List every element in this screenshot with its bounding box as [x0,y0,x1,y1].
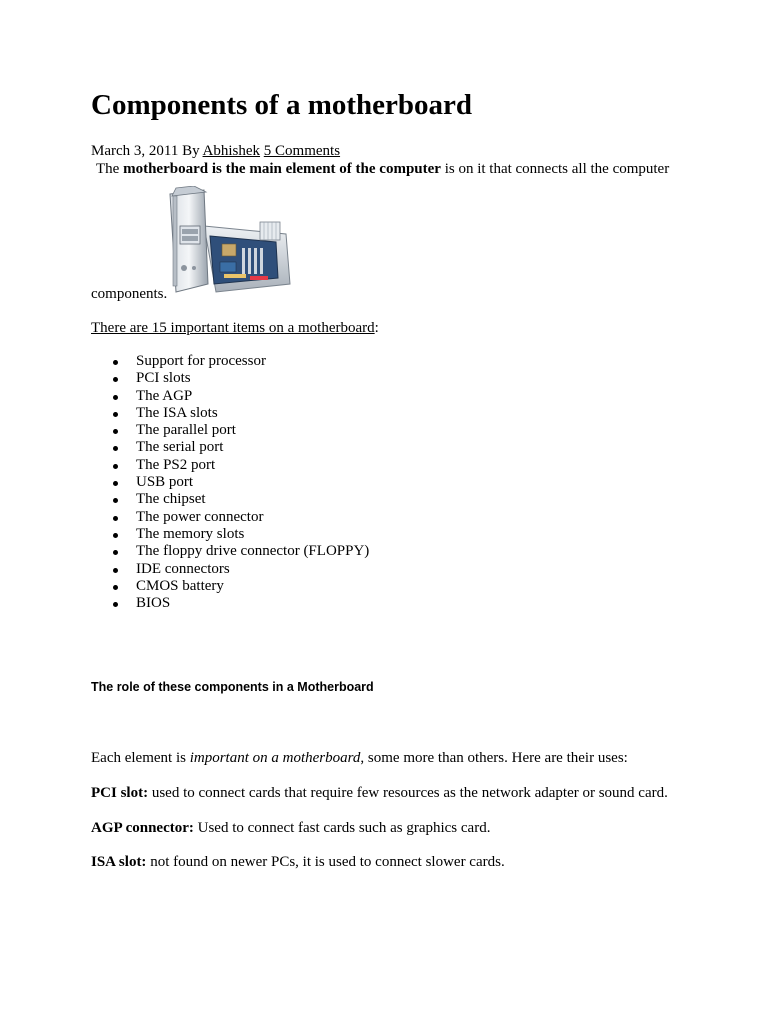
list-item [113,388,369,405]
definition-text: used to connect cards that require few resources as the network adapter or sound card. [148,785,668,801]
list-item-label: USB port [136,474,194,491]
list-item [113,439,369,456]
uses-paragraph [91,749,628,767]
list-item [113,405,369,422]
definition-pci-slot [91,784,668,802]
list-item [113,543,369,560]
intro-continuation: components. [91,286,168,302]
bullet-icon [113,585,118,590]
computer-case-image [164,186,294,298]
list-item-label: Support for processor [136,353,266,369]
bullet-icon [113,377,118,382]
intro-paragraph [96,160,669,178]
list-item [113,561,369,578]
bullet-icon [113,429,118,434]
list-intro [91,319,379,337]
list-item-label: The serial port [136,439,224,456]
author-link[interactable]: Abhishek [202,143,261,159]
list-item-label: IDE connectors [136,560,230,577]
list-item [113,474,369,491]
bullet-icon [113,412,118,417]
post-date: March 3, 2011 [91,143,179,159]
uses-text-end: , some more than others. Here are their uses: [360,750,628,766]
list-item-label: The AGP [136,387,193,404]
list-item [113,491,369,508]
section-heading: The role of these components in a Motherboard [91,680,374,694]
list-item-label: The floppy drive connector (FLOPPY) [136,543,370,560]
list-item [113,509,369,526]
list-item-label: BIOS [136,595,171,612]
intro-bold-text: motherboard is the main element of the computer [123,161,441,177]
bullet-icon [113,533,118,538]
list-intro-underlined: There are 15 important items on a motherboard [91,320,375,336]
byline-label: By [182,143,200,159]
definition-text: Used to connect fast cards such as graphics card. [193,820,491,836]
list-item [113,526,369,543]
list-item-label: The chipset [136,491,206,508]
list-item-label: The power connector [136,508,264,525]
uses-italic-text: important on a motherboard [189,750,361,766]
definition-agp-connector [91,819,490,837]
component-list [113,353,369,612]
bullet-icon [113,550,118,555]
list-item-label: The ISA slots [136,404,218,421]
list-intro-colon: : [374,320,379,336]
definition-text: not found on newer PCs, it is used to connect slower cards. [146,854,505,870]
list-item-label: The PS2 port [136,456,216,473]
bullet-icon [113,602,118,607]
post-meta [91,142,340,160]
list-item-label: The memory slots [136,525,245,542]
definition-isa-slot [91,853,505,871]
list-item [113,595,369,612]
list-item-label: CMOS battery [136,577,224,594]
intro-text-end: is on it that connects all the computer [440,161,670,177]
list-item [113,422,369,439]
list-item [113,457,369,474]
definition-term: ISA slot: [91,854,147,870]
computer-case-illustration [164,186,294,298]
list-item-label: PCI slots [136,370,191,387]
list-item [113,370,369,387]
bullet-icon [113,464,118,469]
bullet-icon [113,516,118,521]
comments-link[interactable]: 5 Comments [263,143,341,159]
bullet-icon [113,360,118,365]
bullet-icon [113,395,118,400]
definition-term: AGP connector: [91,820,194,836]
uses-text-start: Each element is [91,750,190,766]
page-title: Components of a motherboard [91,89,473,121]
bullet-icon [113,481,118,486]
bullet-icon [113,568,118,573]
list-item [113,578,369,595]
list-item [113,353,369,370]
bullet-icon [113,446,118,451]
list-item-label: The parallel port [136,422,236,439]
bullet-icon [113,498,118,503]
intro-text-start: The [96,161,124,177]
definition-term: PCI slot: [91,785,149,801]
